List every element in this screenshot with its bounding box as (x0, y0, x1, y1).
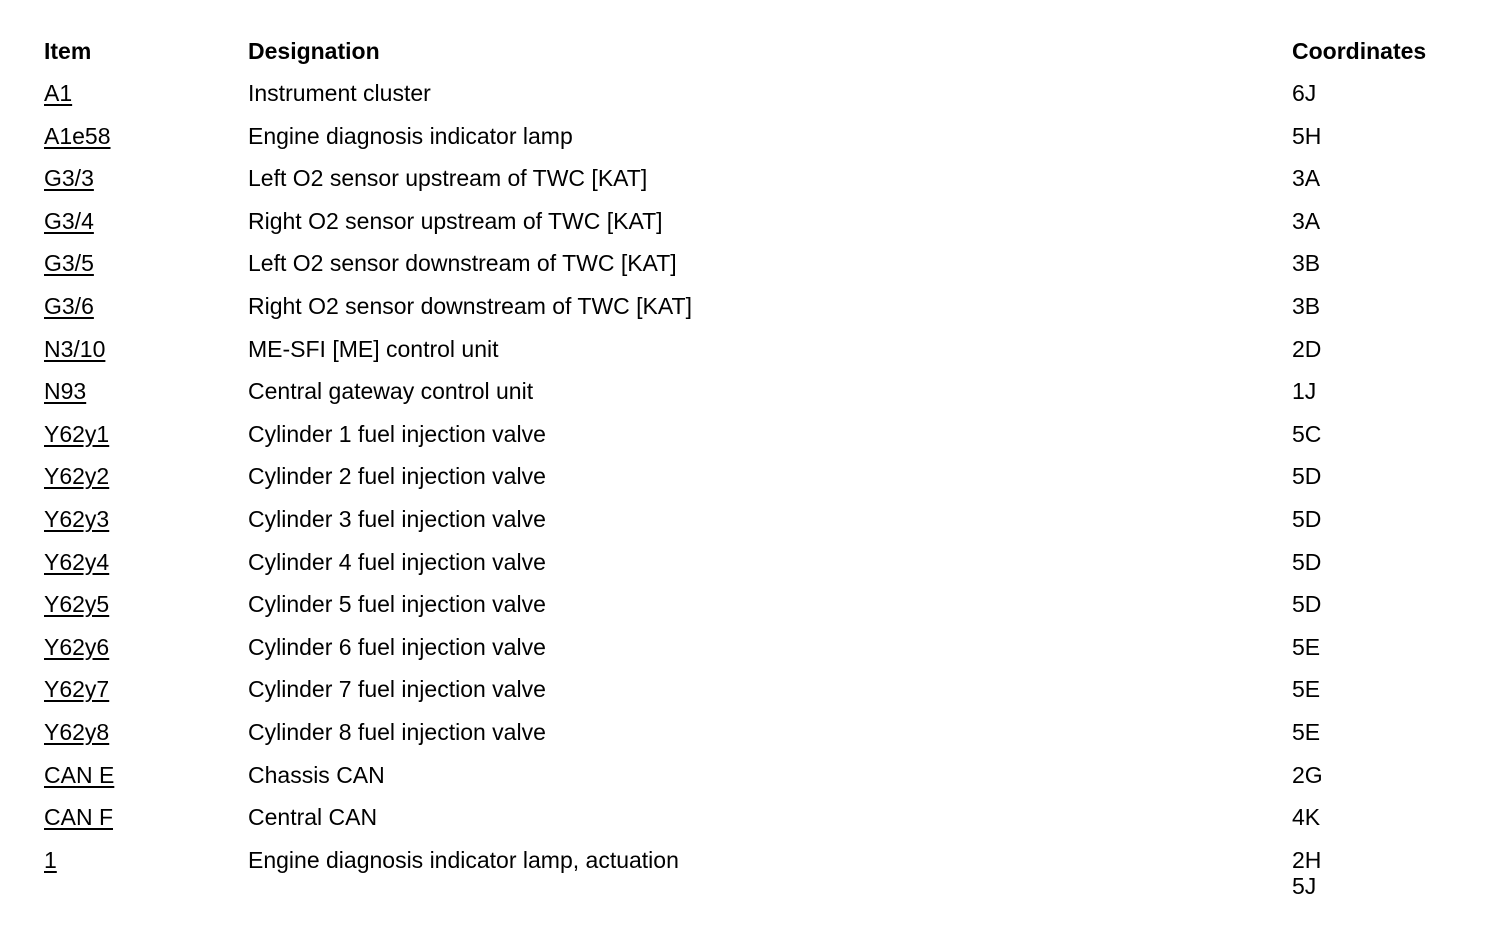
item-cell (44, 123, 248, 149)
designation-cell: Central CAN (248, 804, 378, 831)
item-cell (44, 80, 248, 106)
coordinate-value: 2D (1292, 335, 1322, 362)
item-link[interactable]: G3/5 (44, 250, 94, 277)
item-link[interactable]: G3/4 (44, 207, 94, 234)
table-row (44, 76, 1464, 119)
item-link[interactable]: 1 (44, 846, 57, 873)
header-item: Item (44, 38, 92, 64)
item-cell (44, 676, 248, 702)
designation-cell: Cylinder 6 fuel injection valve (248, 633, 546, 660)
coordinate-value: 3B (1292, 250, 1321, 277)
designation-cell: Cylinder 2 fuel injection valve (248, 463, 546, 490)
coordinates-cell (1292, 506, 1464, 532)
header-designation: Designation (248, 38, 380, 64)
table-row (44, 715, 1464, 758)
coordinates-cell (1292, 336, 1464, 362)
designation-cell: Left O2 sensor upstream of TWC [KAT] (248, 165, 648, 192)
item-cell (44, 634, 248, 660)
table-row (44, 119, 1464, 162)
coordinate-value: 1J (1292, 378, 1317, 405)
item-link[interactable]: G3/3 (44, 165, 94, 192)
coordinates-cell (1292, 591, 1464, 617)
item-cell (44, 762, 248, 788)
table-header (44, 34, 1464, 76)
item-cell (44, 293, 248, 319)
coordinates-cell (1292, 634, 1464, 660)
coordinates-cell (1292, 421, 1464, 447)
item-link[interactable]: A1e58 (44, 122, 111, 149)
item-cell (44, 378, 248, 404)
item-link[interactable]: Y62y4 (44, 548, 110, 575)
table-row (44, 502, 1464, 545)
item-link[interactable]: Y62y1 (44, 420, 110, 447)
item-cell (44, 165, 248, 191)
table-row (44, 843, 1464, 899)
designation-cell: Cylinder 8 fuel injection valve (248, 718, 546, 745)
coordinate-value: 4K (1292, 804, 1321, 831)
coordinate-value: 2H (1292, 846, 1322, 873)
designation-cell: Cylinder 1 fuel injection valve (248, 420, 546, 447)
coordinate-value: 5D (1292, 591, 1322, 618)
designation-cell: Chassis CAN (248, 761, 385, 788)
item-cell (44, 208, 248, 234)
coordinates-cell (1292, 463, 1464, 489)
item-cell (44, 421, 248, 447)
table-row (44, 374, 1464, 417)
designation-cell: Right O2 sensor downstream of TWC [KAT] (248, 292, 692, 319)
coordinates-cell (1292, 80, 1464, 106)
item-link[interactable]: Y62y8 (44, 718, 110, 745)
item-cell (44, 719, 248, 745)
table-row (44, 417, 1464, 460)
table-row (44, 289, 1464, 332)
item-link[interactable]: CAN E (44, 761, 115, 788)
table-row (44, 587, 1464, 630)
item-cell (44, 463, 248, 489)
coordinates-cell (1292, 719, 1464, 745)
coordinate-value: 5H (1292, 122, 1322, 149)
designation-cell: Cylinder 4 fuel injection valve (248, 548, 546, 575)
table-row (44, 161, 1464, 204)
coordinate-value: 5D (1292, 548, 1322, 575)
table-row (44, 630, 1464, 673)
component-legend-table (44, 34, 1464, 899)
item-link[interactable]: CAN F (44, 804, 113, 831)
item-link[interactable]: Y62y3 (44, 505, 110, 532)
item-link[interactable]: Y62y7 (44, 676, 110, 703)
designation-cell: Cylinder 3 fuel injection valve (248, 505, 546, 532)
coordinates-cell (1292, 123, 1464, 149)
item-link[interactable]: Y62y2 (44, 463, 110, 490)
designation-cell: Cylinder 5 fuel injection valve (248, 591, 546, 618)
coordinates-cell (1292, 549, 1464, 575)
coordinate-value: 5E (1292, 633, 1321, 660)
coordinates-cell (1292, 378, 1464, 404)
coordinates-cell (1292, 676, 1464, 702)
item-cell (44, 804, 248, 830)
designation-cell: Instrument cluster (248, 80, 431, 106)
table-row (44, 545, 1464, 588)
coordinate-value: 5D (1292, 463, 1322, 490)
designation-cell: ME-SFI [ME] control unit (248, 335, 499, 362)
coordinate-value: 5C (1292, 420, 1322, 447)
designation-cell: Engine diagnosis indicator lamp (248, 122, 573, 149)
coordinates-cell (1292, 804, 1464, 830)
coordinate-value: 3A (1292, 165, 1321, 192)
coordinate-value: 5E (1292, 718, 1321, 745)
coordinates-cell (1292, 208, 1464, 234)
coordinates-cell (1292, 165, 1464, 191)
designation-cell: Central gateway control unit (248, 378, 534, 405)
coordinate-value: 3A (1292, 207, 1321, 234)
coordinates-cell (1292, 293, 1464, 319)
header-coordinates: Coordinates (1292, 38, 1427, 64)
coordinate-value: 2G (1292, 761, 1323, 788)
table-body (44, 76, 1464, 899)
table-row (44, 758, 1464, 801)
item-cell (44, 506, 248, 532)
coordinates-cell (1292, 847, 1464, 899)
coordinate-value: 5E (1292, 676, 1321, 703)
item-cell (44, 549, 248, 575)
coordinate-value: 3B (1292, 292, 1321, 319)
table-row (44, 332, 1464, 375)
coordinate-value: 5J (1292, 872, 1317, 899)
designation-cell: Right O2 sensor upstream of TWC [KAT] (248, 207, 663, 234)
item-link[interactable]: Y62y5 (44, 591, 110, 618)
table-row (44, 246, 1464, 289)
item-cell (44, 591, 248, 617)
coordinates-cell (1292, 250, 1464, 276)
item-link[interactable]: G3/6 (44, 292, 94, 319)
table-row (44, 459, 1464, 502)
coordinates-cell (1292, 762, 1464, 788)
item-link[interactable]: Y62y6 (44, 633, 110, 660)
coordinate-value: 6J (1292, 80, 1317, 106)
item-link[interactable]: A1 (44, 80, 73, 106)
designation-cell: Cylinder 7 fuel injection valve (248, 676, 546, 703)
coordinate-value: 5D (1292, 505, 1322, 532)
item-link[interactable]: N3/10 (44, 335, 106, 362)
table-row (44, 672, 1464, 715)
item-cell (44, 336, 248, 362)
item-link[interactable]: N93 (44, 378, 87, 405)
item-cell (44, 847, 248, 873)
table-row (44, 204, 1464, 247)
designation-cell: Left O2 sensor downstream of TWC [KAT] (248, 250, 677, 277)
table-row (44, 800, 1464, 843)
designation-cell: Engine diagnosis indicator lamp, actuation (248, 846, 679, 873)
item-cell (44, 250, 248, 276)
